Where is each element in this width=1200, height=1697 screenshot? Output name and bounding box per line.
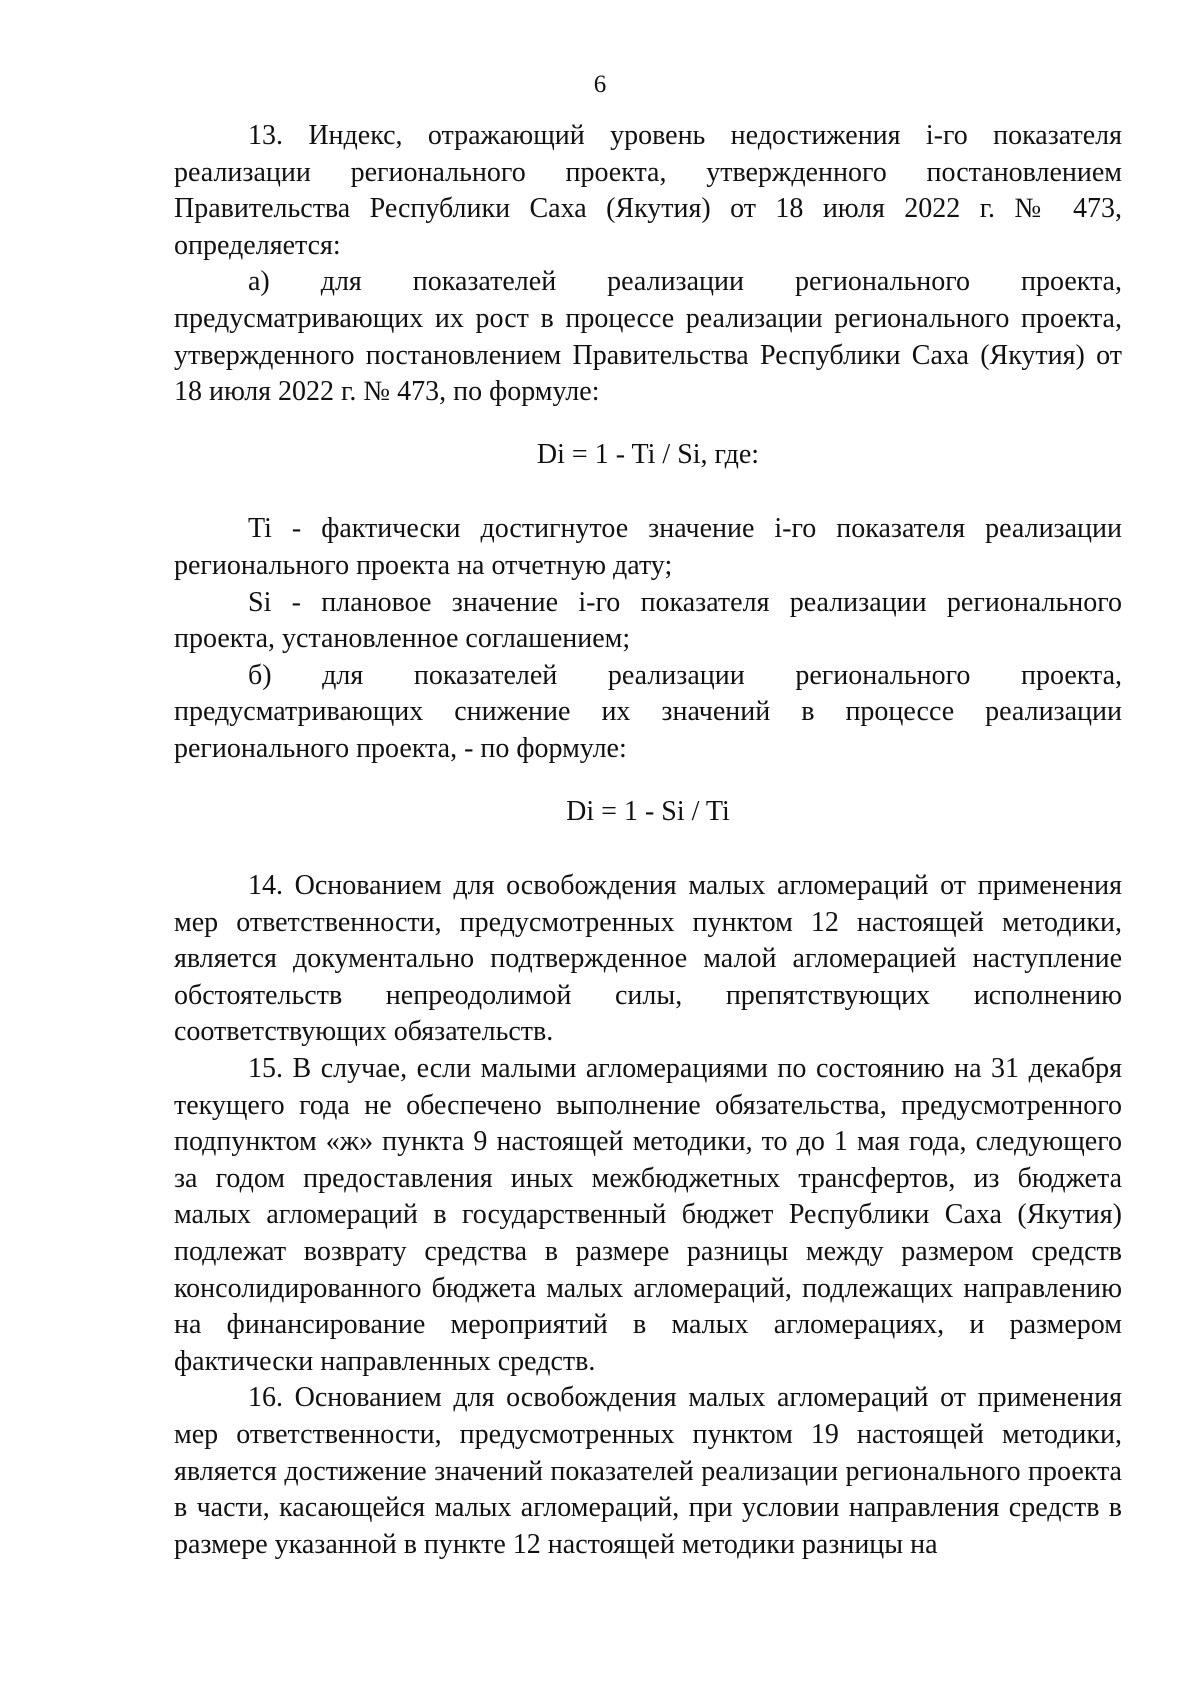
document-body [174,118,1122,1563]
paragraph-13: 13. Индекс, отражающий уровень недостижения i-го показателя реализации регионального проекта, утвержденного постановлением Правительства Республики Саха (Якутия) от 18 июля 2022 г. № 473, определяется: [174,120,1122,261]
formula-growth: Di = 1 - Ti / Si, где: [536,438,760,470]
paragraph-16: 16. Основанием для освобождения малых агломераций от применения мер ответственности, предусмотренных пунктом 19 настоящей методики, является достижение значений показателей реализации регионального проекта в части, касающейся малых агломераций, при условии направления средств в размере указанной в пункте 12 настоящей методики разницы на [174,1382,1122,1560]
paragraph-14: 14. Основанием для освобождения малых агломераций от применения мер ответственности, предусмотренных пунктом 12 настоящей методики, является документально подтвержденное малой агломерацией наступление обстоятельств непреодолимой силы, препятствующих исполнению соответствующих обязательств. [174,870,1122,1048]
formula-decrease: Di = 1 - Si / Ti [566,795,730,827]
paragraph-13-b: б) для показателей реализации регионального проекта, предусматривающих снижение их значений в процессе реализации регионального проекта, - по формуле: [174,659,1122,764]
definition-si: Si - плановое значение i-го показателя реализации регионального проекта, установленное соглашением; [174,586,1122,655]
page-number: 6 [593,71,607,98]
definition-ti: Ti - фактически достигнутое значение i-го показателя реализации регионального проекта на отчетную дату; [174,513,1122,581]
paragraph-15: 15. В случае, если малыми агломерациями по состоянию на 31 декабря текущего года не обеспечено выполнение обязательства, предусмотренного подпунктом «ж» пункта 9 настоящей методики, то до 1 мая года, следующего за годом предоставления иных межбюджетных трансфертов, из бюджета малых агломераций в государственный бюджет Республики Саха (Якутия) подлежат возврату средства в размере разницы между размером средств консолидированного бюджета малых агломераций, подлежащих направлению на финансирование мероприятий в малых агломерациях, и размером фактически направленных средств. [174,1053,1122,1377]
paragraph-13-a: а) для показателей реализации регионального проекта, предусматривающих их рост в процессе реализации регионального проекта, утвержденного постановлением Правительства Республики Саха (Якутия) от 18 июля 2022 г. № 473, по формуле: [174,266,1122,408]
